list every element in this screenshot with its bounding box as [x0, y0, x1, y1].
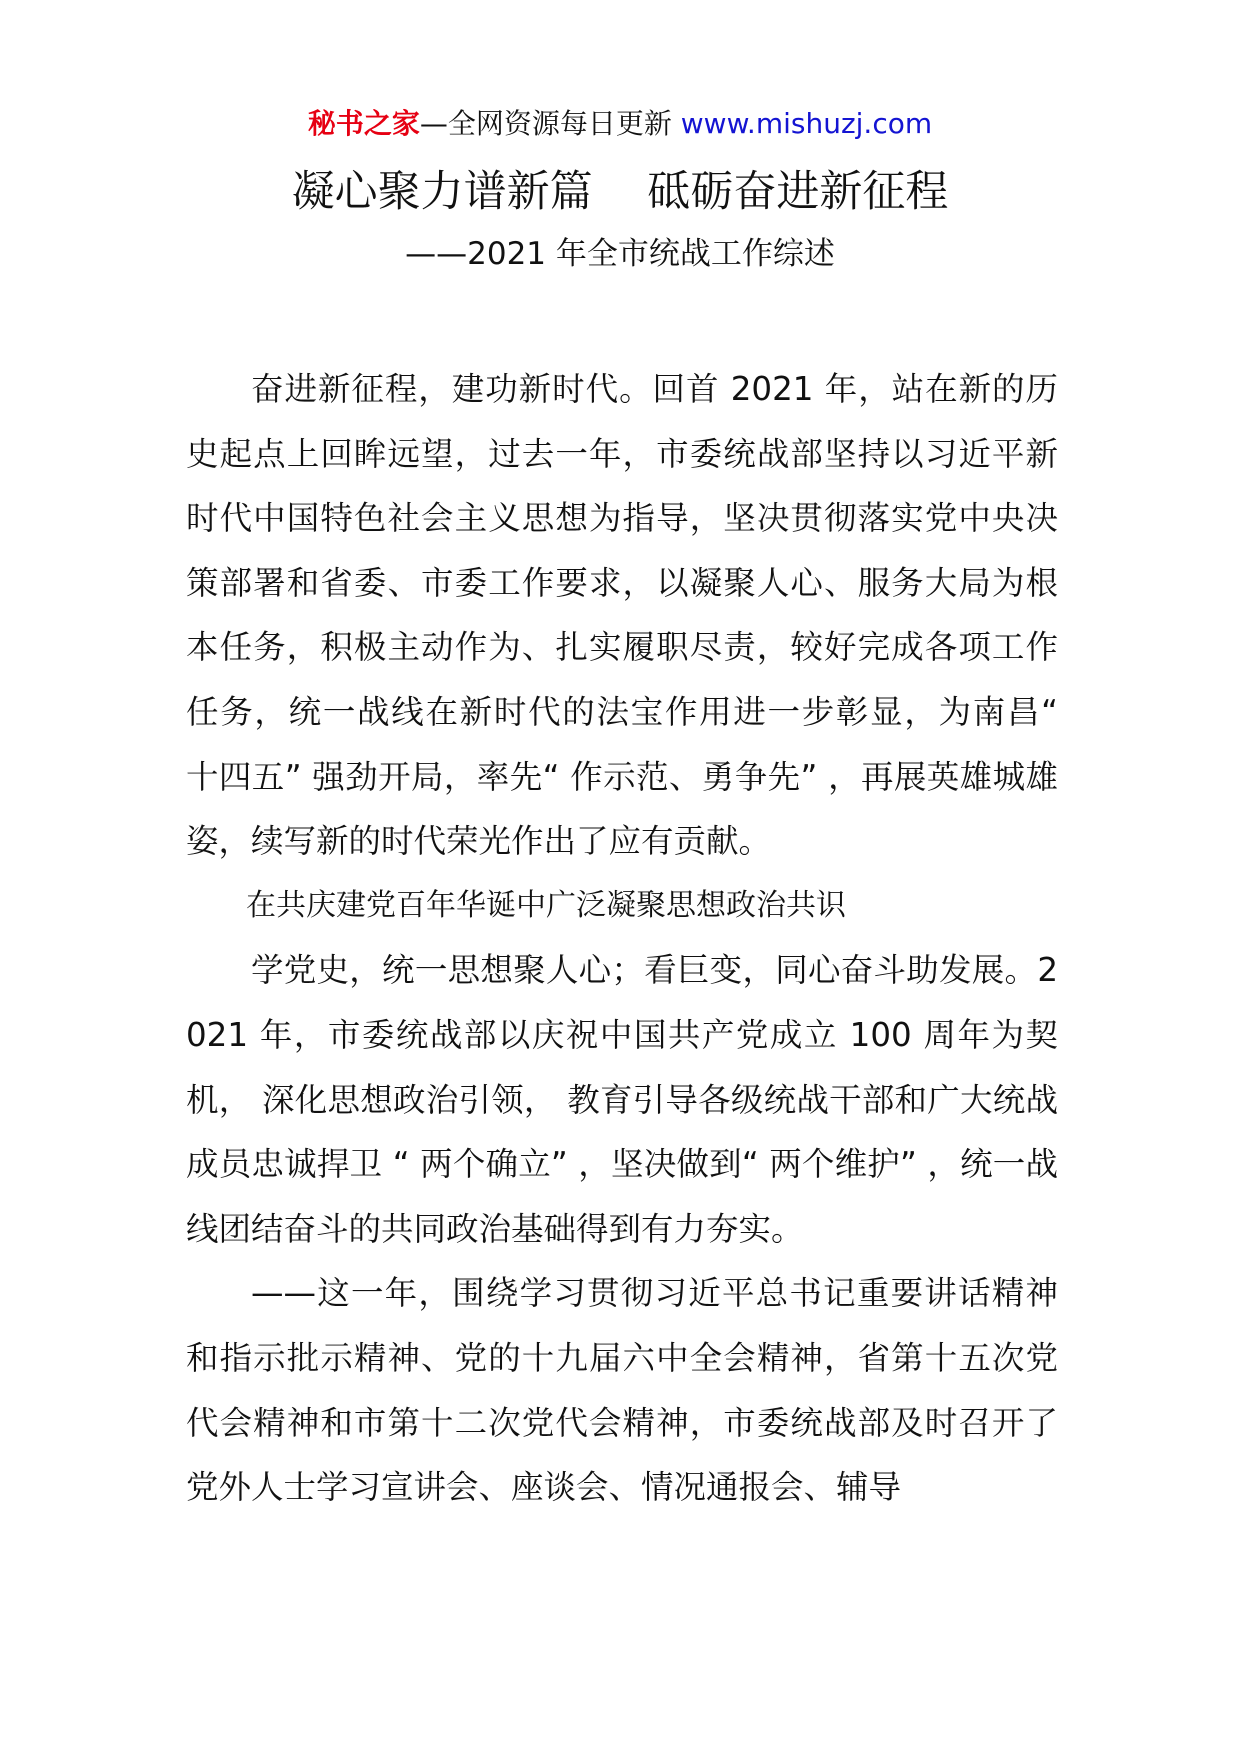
document-title: 凝心聚力谱新篇 砥砺奋进新征程: [291, 167, 949, 217]
document-subtitle: ——2021 年全市统战工作综述: [405, 236, 835, 272]
paragraph-this-year: ——这一年，围绕学习贯彻习近平总书记重要讲话精神和指示批示精神、党的十九届六中全会精神，省第十五次党代会精神和市第十二次党代会精神，市委统战部及时召开了党外人士学习宣讲会、座谈会、情况通报会、辅导: [186, 1274, 1058, 1507]
document-body: [186, 357, 1058, 1520]
header-slogan: —全网资源每日更新: [419, 107, 681, 140]
brand-name: 秘书之家: [307, 107, 420, 140]
site-url-link[interactable]: www.mishuzj.com: [680, 107, 933, 140]
section-heading: 在共庆建党百年华诞中广泛凝聚思想政治共识: [246, 887, 846, 923]
site-header: [0, 104, 1240, 144]
paragraph-party-history: 学党史，统一思想聚人心；看巨变，同心奋斗助发展。2021 年，市委统战部以庆祝中国共产党成立 100 周年为契机， 深化思想政治引领， 教育引导各级统战干部和广大统战成员忠诚捍卫 “ 两个确立” ，坚决做到“ 两个维护” ，统一战线团结奋斗的共同政治基础得到有力夯实。: [186, 951, 1058, 1248]
paragraph-intro: 奋进新征程，建功新时代。回首 2021 年，站在新的历史起点上回眸远望，过去一年，市委统战部坚持以习近平新时代中国特色社会主义思想为指导，坚决贯彻落实党中央决策部署和省委、市委工作要求，以凝聚人心、服务大局为根本任务，积极主动作为、扎实履职尽责，较好完成各项工作任务，统一战线在新时代的法宝作用进一步彰显，为南昌“ 十四五” 强劲开局，率先“ 作示范、勇争先” ，再展英雄城雄姿，续写新的时代荣光作出了应有贡献。: [186, 370, 1058, 861]
